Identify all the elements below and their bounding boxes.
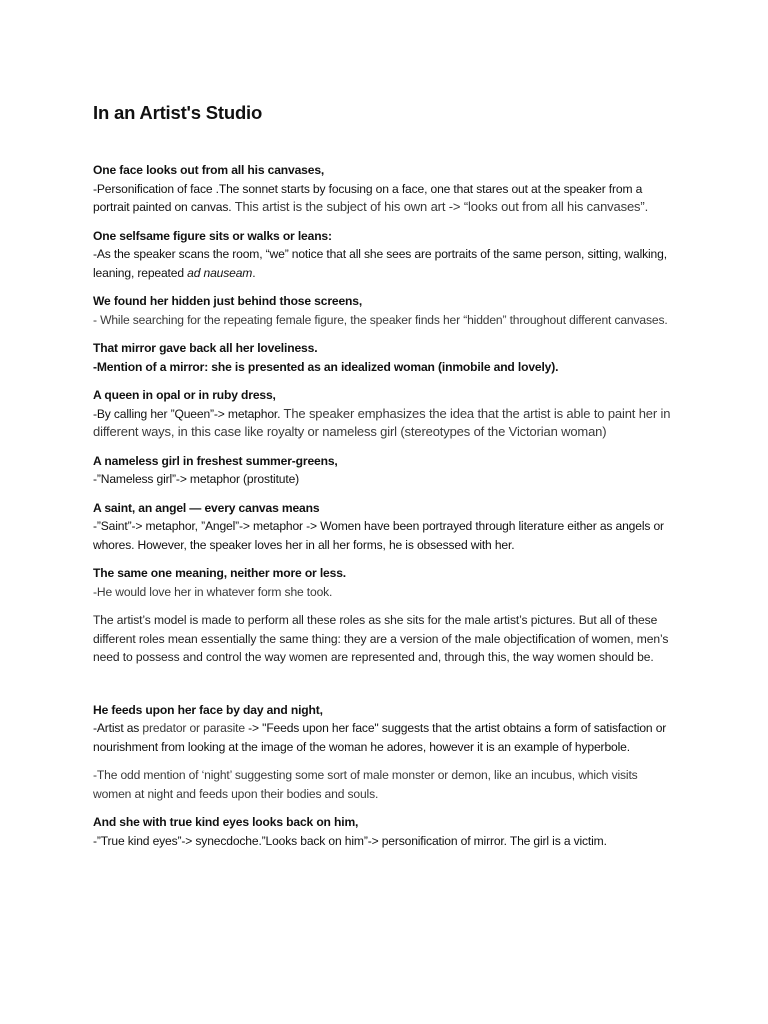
document-page [93,102,678,860]
annotation-text: -As the speaker scans the room, “we” notice that all she sees are portraits of the same person, sitting, walking, leaning, repeated [93,247,667,280]
annotation: -Mention of a mirror: she is presented as an idealized woman (inmobile and lovely). [93,359,559,374]
annotation-text: This artist is the subject of his own art -> “looks out from all his canvases”. [234,199,649,214]
annotation: -”Saint”-> metaphor, ”Angel”-> metaphor -> Women have been portrayed through literature either as angels or whores. However, the speaker loves her in all her forms, he is obsessed with her. [93,519,664,552]
poem-line: A saint, an angel — every canvas means [93,500,320,515]
stanza-note [93,292,678,329]
stanza-note [93,766,678,803]
annotation [93,719,678,756]
annotation: -He would love her in whatever form she took. [93,584,333,599]
poem-line: One selfsame figure sits or walks or leans: [93,228,332,243]
poem-line: One face looks out from all his canvases, [93,163,325,177]
stanza-note [93,227,678,283]
poem-line: He feeds upon her face by day and night, [93,702,323,717]
stanza-note [93,386,678,442]
stanza-note [93,161,678,217]
poem-line: That mirror gave back all her loveliness. [93,341,318,355]
annotation: -The odd mention of ‘night’ suggesting some sort of male monster or demon, like an incubus, which visits women at night and feeds upon their bodies and souls. [93,768,638,801]
annotation: - While searching for the repeating female figure, the speaker finds her “hidden” throughout different canvases. [93,312,668,327]
annotation-text: -> "Feeds upon her face" suggests that the artist obtains a form of satisfaction or nourishment from looking at the image of the woman he adores, however it is an example of hyperbole. [93,721,667,754]
poem-line: And she with true kind eyes looks back on him, [93,815,359,830]
stanza-note [93,339,678,376]
annotation-text: The speaker emphasizes the idea that the artist is able to paint her in different ways, in this case like royalty or nameless girl (stereotypes of the Victorian woman) [93,405,671,439]
annotation [93,180,678,217]
annotation-text: -Personification of face .The sonnet starts by focusing on a face, one that stares out at the speaker from a portrait painted on canvas. [93,181,643,214]
annotation-text: . [252,265,256,280]
annotation-text: predator or parasite [142,721,245,736]
stanza-note [93,701,678,757]
poem-line: A queen in opal or in ruby dress, [93,388,276,402]
annotation: -”Nameless girl”-> metaphor (prostitute) [93,472,300,486]
stanza-note [93,564,678,601]
poem-line: A nameless girl in freshest summer-greens, [93,453,338,468]
stanza-note [93,452,678,489]
annotation: -”True kind eyes”-> synecdoche.”Looks back on him”-> personification of mirror. The girl is a victim. [93,833,607,848]
poem-line: The same one meaning, neither more or less. [93,566,346,580]
annotation [93,245,678,282]
annotation-text: -By calling her ”Queen”-> metaphor. [93,406,284,421]
stanza-note [93,813,678,850]
annotation-text: -Artist as [93,721,143,736]
stanza-note [93,499,678,555]
annotation [93,405,678,442]
document-title: In an Artist's Studio [93,102,263,123]
summary-paragraph: The artist’s model is made to perform all these roles as she sits for the male artist’s pictures. But all of these different roles mean essentially the same thing: they are a version of the male objectification of women, men’s need to possess and control the way women are represented and, through this, the way women should be. [93,613,669,665]
annotation-italic: ad nauseam [187,265,253,280]
poem-line: We found her hidden just behind those screens, [93,294,363,308]
